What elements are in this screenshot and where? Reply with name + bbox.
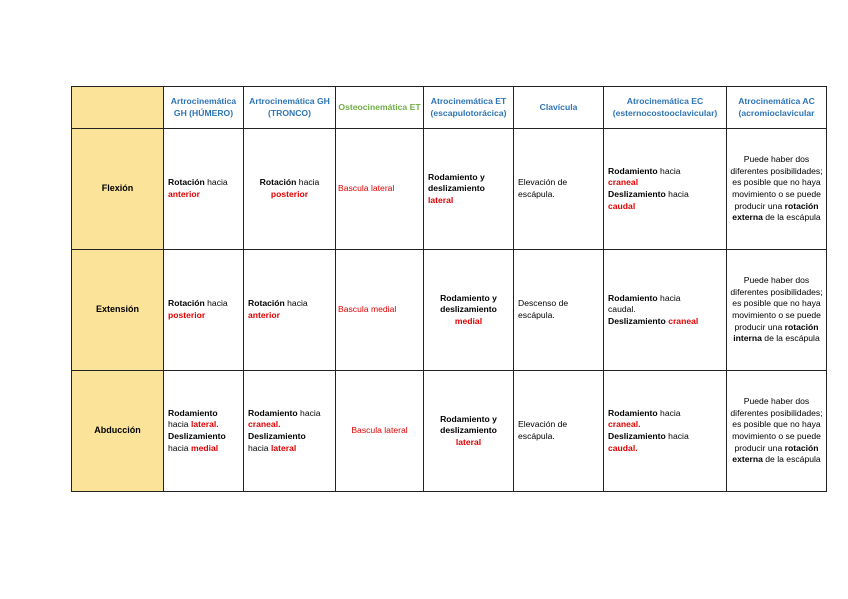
cell-ec: Rodamiento hacia craneal. Deslizamiento hacia caudal.: [604, 371, 727, 492]
header-ac: Atrocinemática AC (acromioclavicular: [727, 87, 827, 129]
header-clavicula: Clavícula: [514, 87, 604, 129]
header-osteo-et: Osteocinemática ET: [336, 87, 424, 129]
cell-gh-tronco: Rodamiento hacia craneal. Deslizamiento hacia lateral: [244, 371, 336, 492]
row-label: Flexión: [72, 129, 164, 250]
cell-ec: Rodamiento hacia caudal. Deslizamiento craneal: [604, 250, 727, 371]
cell-ec: Rodamiento hacia craneal Deslizamiento hacia caudal: [604, 129, 727, 250]
cell-ac: Puede haber dos diferentes posibilidades; es posible que no haya movimiento o se puede producir una rotación externa de la escápula: [727, 129, 827, 250]
cell-clavicula: Descenso de escápula.: [514, 250, 604, 371]
header-gh-tronco: Artrocinemática GH (TRONCO): [244, 87, 336, 129]
row-label: Extensión: [72, 250, 164, 371]
cell-ac: Puede haber dos diferentes posibilidades; es posible que no haya movimiento o se puede producir una rotación externa de la escápula: [727, 371, 827, 492]
table-row-abduccion: [72, 371, 827, 492]
cell-gh-humero: Rotación hacia posterior: [164, 250, 244, 371]
cell-osteo: Bascula lateral: [336, 129, 424, 250]
cell-clavicula: Elevación de escápula.: [514, 371, 604, 492]
header-et: Atrocinemática ET (escapulotorácica): [424, 87, 514, 129]
table-row-extension: [72, 250, 827, 371]
cell-gh-humero: Rotación hacia anterior: [164, 129, 244, 250]
cell-gh-humero: Rodamiento hacia lateral. Deslizamiento hacia medial: [164, 371, 244, 492]
cell-et: Rodamiento y deslizamiento lateral: [424, 129, 514, 250]
header-gh-humero: Artrocinemática GH (HÚMERO): [164, 87, 244, 129]
cell-gh-tronco: Rotación hacia posterior: [244, 129, 336, 250]
cell-ac: Puede haber dos diferentes posibilidades; es posible que no haya movimiento o se puede producir una rotación interna de la escápula: [727, 250, 827, 371]
cell-et: Rodamiento y deslizamiento lateral: [424, 371, 514, 492]
header-row: [72, 87, 827, 129]
cell-osteo: Bascula lateral: [336, 371, 424, 492]
corner-cell: [72, 87, 164, 129]
cell-et: Rodamiento y deslizamiento medial: [424, 250, 514, 371]
table-row-flexion: [72, 129, 827, 250]
cell-clavicula: Elevación de escápula.: [514, 129, 604, 250]
cell-gh-tronco: Rotación hacia anterior: [244, 250, 336, 371]
row-label: Abducción: [72, 371, 164, 492]
kinematics-table: [71, 86, 827, 492]
header-ec: Atrocinemática EC (esternocostooclavicular): [604, 87, 727, 129]
cell-osteo: Bascula medial: [336, 250, 424, 371]
